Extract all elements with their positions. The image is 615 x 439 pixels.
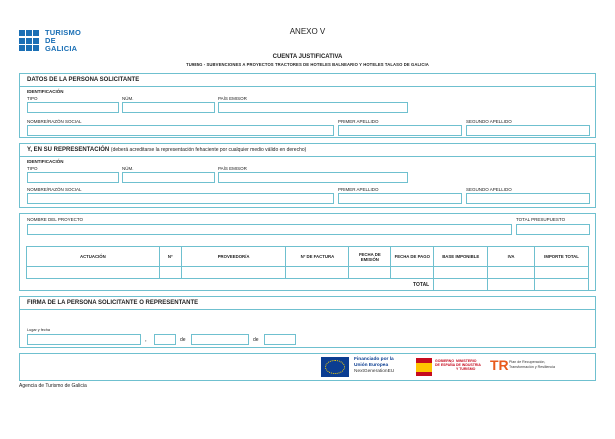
rep-primer-apellido-label: PRIMER APELLIDO	[338, 187, 379, 192]
lugar-fecha-label: Lugar y fecha	[27, 328, 51, 332]
col-fecha-pago: FECHA DE PAGO	[391, 247, 434, 267]
eu-flag-icon	[321, 357, 349, 377]
de-label-1: de	[180, 337, 186, 343]
rep-segundo-apellido-field[interactable]	[466, 193, 590, 204]
divider	[20, 156, 595, 157]
nombre-proyecto-field[interactable]	[27, 224, 512, 235]
table-total-row	[27, 279, 589, 291]
ministerio-text: MINISTERIO DE INDUSTRIA Y TURISMO	[456, 359, 481, 371]
mes-field[interactable]	[191, 334, 249, 345]
section-firma	[19, 296, 596, 348]
rep-num-label: NÚM.	[122, 166, 134, 171]
primer-apellido-label: PRIMER APELLIDO	[338, 119, 379, 124]
section-representacion	[19, 143, 596, 208]
rep-nombre-label: NOMBRE/RAZÓN SOCIAL	[27, 187, 82, 192]
rep-segundo-apellido-label: SEGUNDO APELLIDO	[466, 187, 512, 192]
logo-text: TURISMO DE GALICIA	[45, 28, 81, 53]
plan-recuperacion-text: Plan de Recuperación, Transformación y Resiliencia	[509, 360, 556, 369]
col-importe-total: IMPORTE TOTAL	[535, 247, 589, 267]
total-iva-cell[interactable]	[488, 279, 535, 291]
nombre-proyecto-label: NOMBRE DEL PROYECTO	[27, 217, 84, 222]
num-label: NÚM.	[122, 96, 134, 101]
de-label-2: de	[253, 337, 259, 343]
rep-tipo-field[interactable]	[27, 172, 119, 183]
pais-field[interactable]	[218, 102, 408, 113]
rep-identificacion-label: IDENTIFICACIÓN	[27, 159, 64, 164]
section-representacion-title: Y, EN SU REPRESENTACIÓN (deberá acreditarse la representación fehaciente por cualquier medio válido en derecho)	[27, 147, 307, 153]
tipo-label: TIPO	[27, 96, 38, 101]
eu-funding-text: Financiado por la Unión Europea NextGenerationEU	[354, 357, 395, 374]
actuaciones-table	[26, 246, 589, 291]
divider	[20, 86, 595, 87]
spain-coat-icon	[416, 358, 432, 376]
firma-title: FIRMA DE LA PERSONA SOLICITANTE O REPRESENTANTE	[27, 300, 199, 306]
document-title: CUENTA JUSTIFICATIVA	[272, 54, 343, 60]
table-row	[27, 267, 589, 279]
segundo-apellido-field[interactable]	[466, 125, 590, 136]
rep-tipo-label: TIPO	[27, 166, 38, 171]
rep-primer-apellido-field[interactable]	[338, 193, 462, 204]
col-factura: Nº DE FACTURA	[286, 247, 349, 267]
gobierno-text: GOBIERNO DE ESPAÑA	[435, 359, 456, 367]
rep-num-field[interactable]	[122, 172, 215, 183]
section-solicitante-title: DATOS DE LA PERSONA SOLICITANTE	[27, 77, 140, 83]
anexo-title: ANEXO V	[289, 27, 326, 36]
col-proveedor: PROVEEDOR/A	[181, 247, 286, 267]
col-iva: IVA	[488, 247, 535, 267]
total-presupuesto-label: TOTAL PRESUPUESTO	[516, 217, 566, 222]
total-base-cell[interactable]	[434, 279, 488, 291]
segundo-apellido-label: SEGUNDO APELLIDO	[466, 119, 512, 124]
rep-pais-label: PAÍS EMISOR	[218, 166, 247, 171]
tipo-field[interactable]	[27, 102, 119, 113]
document-subtitle: TU985G - SUBVENCIONES A PROYECTOS TRACTORES DE HOTELES BALNEARIO Y HOTELES TALASO DE GALICIA	[186, 62, 429, 67]
col-base-imponible: BASE IMPONIBLE	[434, 247, 488, 267]
agencia-footer: Agencia de Turismo de Galicia	[19, 383, 87, 389]
total-importe-cell[interactable]	[535, 279, 589, 291]
comma-sep: ,	[145, 337, 147, 343]
divider	[20, 309, 595, 310]
dia-field[interactable]	[154, 334, 176, 345]
total-presupuesto-field[interactable]	[516, 224, 590, 235]
col-fecha-emision: FECHA DE EMISIÓN	[349, 247, 391, 267]
anio-field[interactable]	[264, 334, 296, 345]
total-label: TOTAL	[413, 281, 430, 288]
lugar-field[interactable]	[27, 334, 141, 345]
num-field[interactable]	[122, 102, 215, 113]
nombre-field[interactable]	[27, 125, 334, 136]
col-actuacion: ACTUACIÓN	[27, 247, 160, 267]
nombre-label: NOMBRE/RAZÓN SOCIAL	[27, 119, 82, 124]
rep-nombre-field[interactable]	[27, 193, 334, 204]
funding-logos-box	[19, 353, 596, 381]
primer-apellido-field[interactable]	[338, 125, 462, 136]
pais-label: PAÍS EMISOR	[218, 96, 247, 101]
plan-recuperacion-icon: TR	[490, 357, 509, 373]
representacion-note: (deberá acreditarse la representación fehaciente por cualquier medio válido en derecho)	[110, 147, 307, 153]
section-solicitante	[19, 73, 596, 138]
rep-pais-field[interactable]	[218, 172, 408, 183]
identificacion-label: IDENTIFICACIÓN	[27, 89, 64, 94]
col-num: Nº	[159, 247, 181, 267]
table-header-row	[27, 247, 589, 267]
